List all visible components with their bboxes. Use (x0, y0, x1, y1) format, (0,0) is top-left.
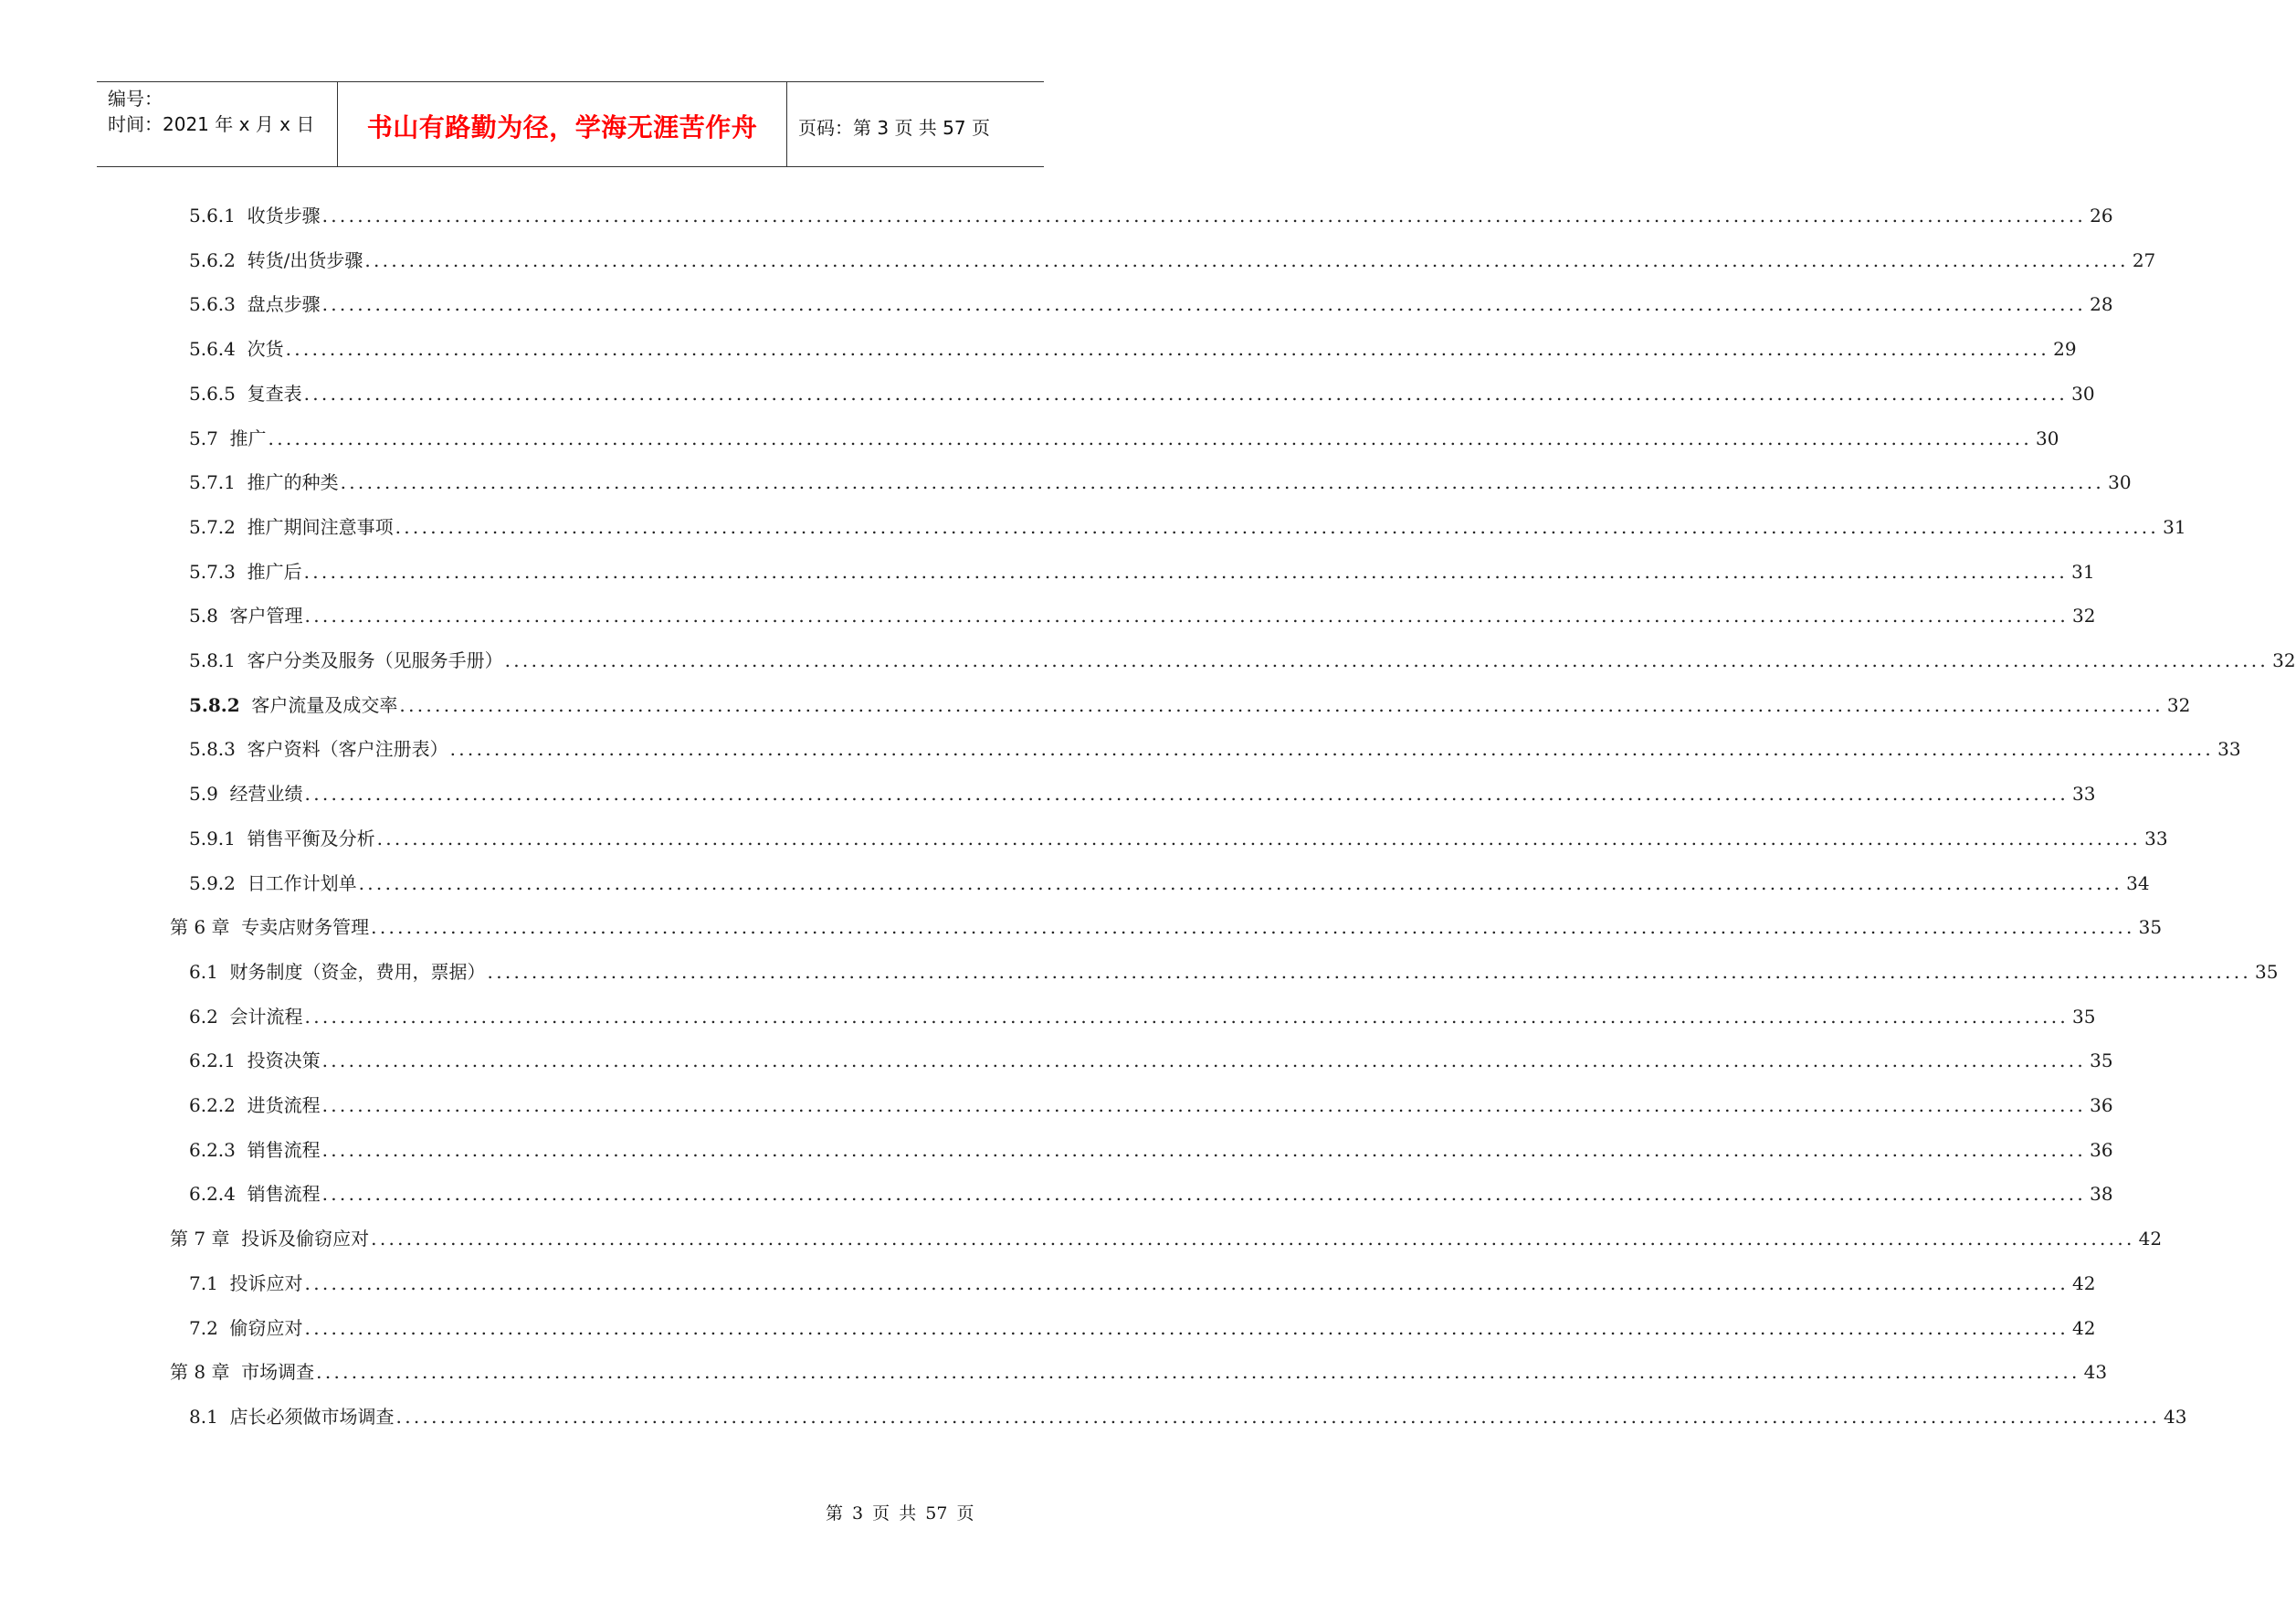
toc-leader-dots: ........................................................................................................................................................................................................ (487, 960, 2252, 983)
toc-entry-title: 5.8.2 客户流量及成交率 (189, 693, 398, 716)
toc-leader-dots: ........................................................................................................................................................................................................ (371, 1228, 2135, 1250)
toc-entry-page: 42 (2072, 1271, 2096, 1294)
toc-entry-title: 7.1 投诉应对 (189, 1271, 303, 1294)
toc-leader-dots: ........................................................................................................................................................................................................ (504, 649, 2270, 671)
toc-entry-page: 34 (2126, 871, 2150, 894)
toc-entry-title: 5.7 推广 (189, 427, 267, 449)
toc-leader-dots: ........................................................................................................................................................................................................ (303, 382, 2069, 405)
toc-entry[interactable] (189, 244, 2156, 273)
header-motto: 书山有路勤为径，学海无涯苦作舟 (338, 82, 787, 166)
toc-entry-title: 5.7.3 推广后 (189, 560, 302, 583)
toc-leader-dots: ........................................................................................................................................................................................................ (321, 1183, 2087, 1206)
toc-entry[interactable] (189, 1000, 2096, 1029)
toc-entry-page: 32 (2166, 693, 2191, 716)
toc-entry-page: 42 (2072, 1316, 2096, 1339)
document-number-label: 编号： (108, 88, 163, 110)
toc-entry[interactable] (189, 377, 2095, 406)
toc-entry-title: 第 8 章 市场调查 (170, 1361, 315, 1384)
toc-entry-title: 5.6.4 次货 (189, 338, 284, 361)
toc-leader-dots: ........................................................................................................................................................................................................ (268, 427, 2033, 449)
toc-entry-title: 5.8.3 客户资料（客户注册表） (189, 738, 448, 761)
toc-entry-page: 32 (2072, 605, 2096, 627)
toc-leader-dots: ........................................................................................................................................................................................................ (395, 515, 2160, 538)
toc-entry[interactable] (189, 867, 2150, 896)
document-time-label: 时间：2021 年 x 月 x 日 (108, 113, 315, 135)
toc-entry-title: 6.2.4 销售流程 (189, 1183, 321, 1206)
toc-entry-page: 35 (2090, 1049, 2113, 1072)
toc-entry[interactable] (189, 332, 2077, 362)
toc-entry-page: 30 (2108, 471, 2132, 494)
toc-entry[interactable] (189, 555, 2095, 585)
toc-leader-dots: ........................................................................................................................................................................................................ (358, 871, 2123, 894)
toc-entry-title: 6.2 会计流程 (189, 1005, 303, 1028)
toc-entry-page: 31 (2163, 515, 2186, 538)
toc-entry-page: 27 (2132, 248, 2156, 271)
toc-leader-dots: ........................................................................................................................................................................................................ (304, 1005, 2070, 1028)
toc-entry-title: 6.2.3 销售流程 (189, 1138, 321, 1161)
toc-entry-title: 8.1 店长必须做市场调查 (189, 1405, 395, 1428)
toc-leader-dots: ........................................................................................................................................................................................................ (376, 827, 2142, 849)
toc-entry-title: 第 6 章 专卖店财务管理 (170, 916, 370, 939)
toc-entry-title: 6.2.2 进货流程 (189, 1094, 321, 1116)
toc-entry-page: 38 (2090, 1183, 2113, 1206)
toc-entry[interactable] (189, 1312, 2096, 1341)
toc-entry[interactable] (189, 955, 2279, 985)
toc-entry-page: 26 (2090, 205, 2113, 227)
toc-leader-dots: ........................................................................................................................................................................................................ (321, 1094, 2087, 1116)
toc-entry-title: 5.6.1 收货步骤 (189, 205, 321, 227)
toc-entry-title: 5.7.1 推广的种类 (189, 471, 339, 494)
toc-entry-title: 5.8 客户管理 (189, 605, 303, 627)
toc-entry[interactable] (170, 1355, 2108, 1385)
toc-entry[interactable] (189, 1134, 2113, 1163)
toc-leader-dots: ........................................................................................................................................................................................................ (304, 1271, 2070, 1294)
toc-entry-page: 35 (2138, 916, 2163, 939)
toc-entry-page: 30 (2036, 427, 2059, 449)
toc-entry-page: 33 (2144, 827, 2168, 849)
toc-entry[interactable] (170, 1222, 2163, 1251)
toc-leader-dots: ........................................................................................................................................................................................................ (449, 738, 2215, 761)
toc-entry-page: 43 (2164, 1405, 2187, 1428)
header-meta (97, 82, 338, 166)
toc-entry-page: 35 (2255, 960, 2279, 983)
toc-entry[interactable] (189, 511, 2186, 540)
toc-entry-page: 43 (2083, 1361, 2108, 1384)
toc-leader-dots: ........................................................................................................................................................................................................ (304, 1316, 2070, 1339)
toc-leader-dots: ........................................................................................................................................................................................................ (340, 471, 2105, 494)
toc-entry-title: 5.6.3 盘点步骤 (189, 293, 321, 316)
toc-entry[interactable] (189, 422, 2059, 451)
toc-entry-page: 33 (2217, 738, 2241, 761)
toc-leader-dots: ........................................................................................................................................................................................................ (304, 783, 2070, 806)
toc-entry-page: 28 (2090, 293, 2113, 316)
toc-entry[interactable] (189, 599, 2096, 628)
toc-entry[interactable] (189, 1044, 2113, 1073)
toc-entry-title: 5.7.2 推广期间注意事项 (189, 515, 394, 538)
toc-entry-title: 5.9 经营业绩 (189, 783, 303, 806)
toc-entry[interactable] (189, 689, 2191, 718)
toc-leader-dots: ........................................................................................................................................................................................................ (395, 1405, 2161, 1428)
toc-leader-dots: ........................................................................................................................................................................................................ (316, 1361, 2080, 1384)
toc-entry[interactable] (189, 733, 2241, 762)
toc-entry[interactable] (189, 822, 2168, 851)
toc-entry-title: 5.6.5 复查表 (189, 382, 302, 405)
toc-leader-dots: ........................................................................................................................................................................................................ (321, 293, 2087, 316)
toc-entry[interactable] (189, 1400, 2187, 1429)
toc-leader-dots: ........................................................................................................................................................................................................ (304, 605, 2070, 627)
toc-leader-dots: ........................................................................................................................................................................................................ (321, 1138, 2087, 1161)
toc-entry-page: 36 (2090, 1094, 2113, 1116)
toc-leader-dots: ........................................................................................................................................................................................................ (321, 1049, 2087, 1072)
toc-leader-dots: ........................................................................................................................................................................................................ (364, 248, 2129, 271)
toc-entry[interactable] (170, 911, 2163, 940)
toc-entry-page: 29 (2053, 338, 2077, 361)
toc-entry-title: 7.2 偷窃应对 (189, 1316, 303, 1339)
toc-entry[interactable] (189, 1089, 2113, 1118)
toc-entry-page: 36 (2090, 1138, 2113, 1161)
toc-entry[interactable] (189, 777, 2096, 807)
toc-entry-title: 5.6.2 转货/出货步骤 (189, 248, 363, 271)
toc-entry[interactable] (189, 466, 2132, 495)
page-header (97, 81, 1044, 167)
toc-leader-dots: ........................................................................................................................................................................................................ (371, 916, 2135, 939)
toc-entry[interactable] (189, 199, 2113, 228)
toc-entry-page: 32 (2272, 649, 2296, 671)
toc-entry[interactable] (189, 1177, 2113, 1207)
toc-entry[interactable] (189, 1267, 2096, 1296)
toc-entry[interactable] (189, 644, 2296, 673)
toc-entry-page: 35 (2072, 1005, 2096, 1028)
page-footer: 第 3 页 共 57 页 (826, 1503, 974, 1524)
toc-entry-page: 42 (2138, 1228, 2163, 1250)
toc-entry-title: 5.9.1 销售平衡及分析 (189, 827, 375, 849)
toc-entry-title: 5.8.1 客户分类及服务（见服务手册） (189, 649, 503, 671)
header-page-label: 页码：第 3 页 共 57 页 (798, 116, 990, 139)
toc-entry-title: 6.2.1 投资决策 (189, 1049, 321, 1072)
toc-leader-dots: ........................................................................................................................................................................................................ (399, 693, 2164, 716)
toc-entry-title: 第 7 章 投诉及偷窃应对 (170, 1228, 370, 1250)
toc-entry-title: 5.9.2 日工作计划单 (189, 871, 357, 894)
toc-entry[interactable] (189, 288, 2113, 317)
toc-leader-dots: ........................................................................................................................................................................................................ (285, 338, 2050, 361)
toc-entry-page: 31 (2071, 560, 2095, 583)
toc-leader-dots: ........................................................................................................................................................................................................ (303, 560, 2069, 583)
toc-entry-page: 33 (2072, 783, 2096, 806)
toc-leader-dots: ........................................................................................................................................................................................................ (321, 205, 2087, 227)
toc-entry-page: 30 (2071, 382, 2095, 405)
toc-entry-title: 6.1 财务制度（资金，费用，票据） (189, 960, 486, 983)
